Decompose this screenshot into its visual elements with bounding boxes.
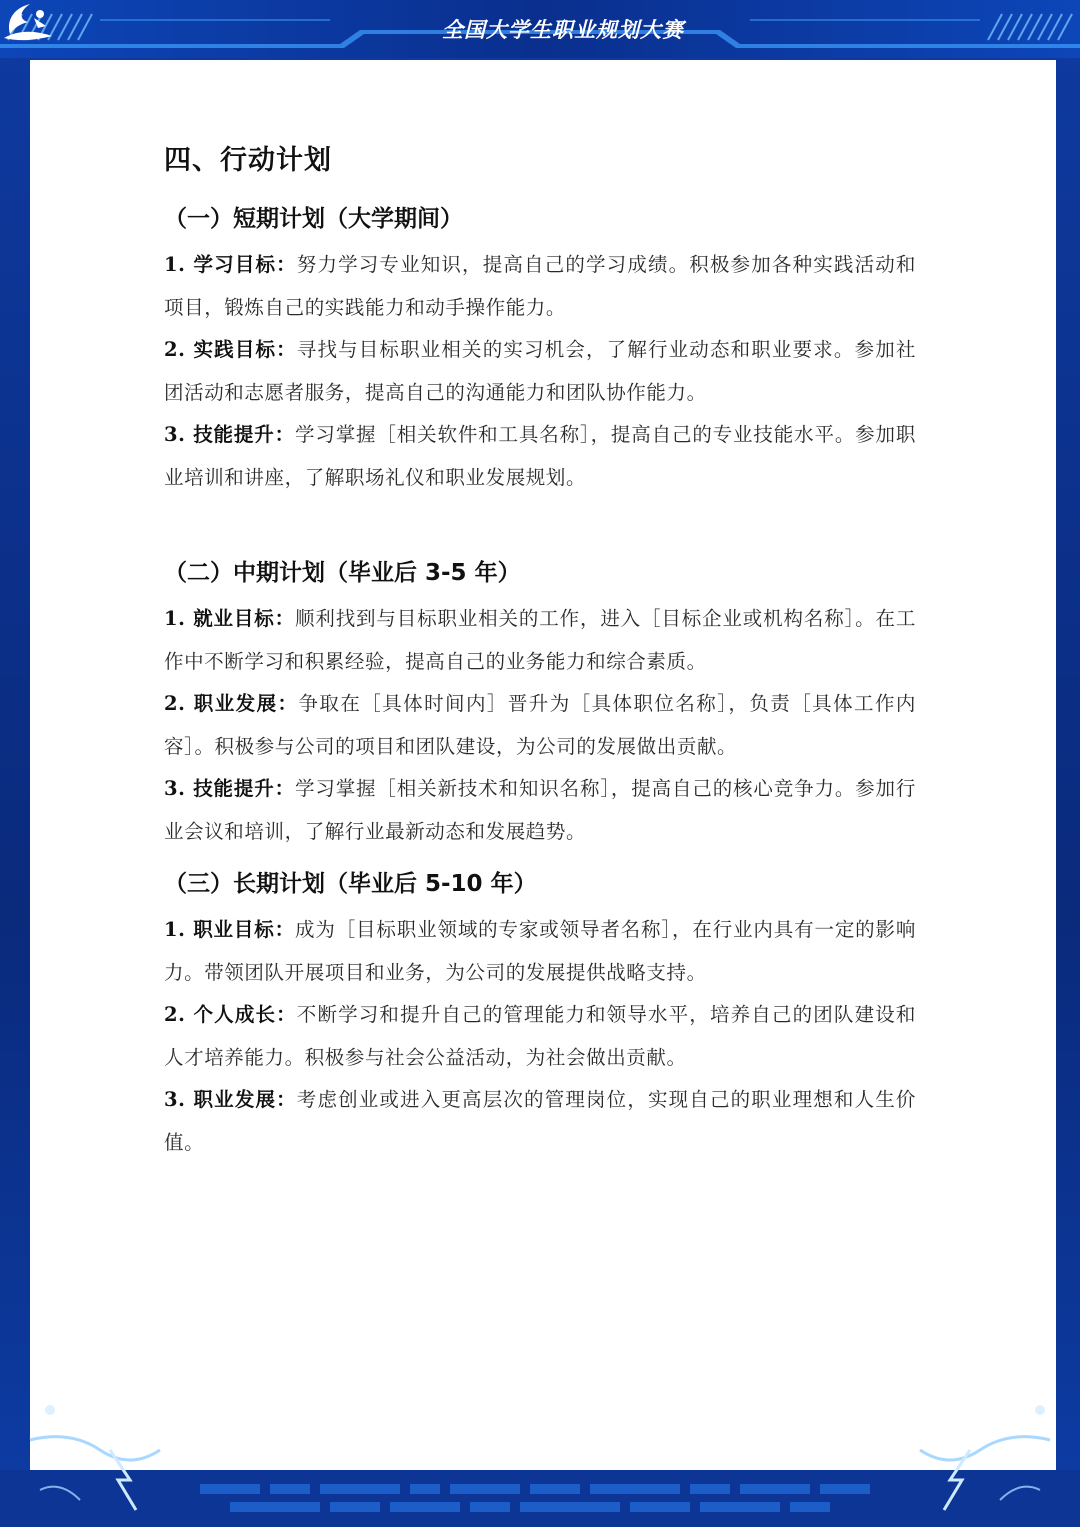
corner-lightning-decoration-left: [10, 1380, 190, 1527]
item-lead: 3. 技能提升：: [164, 777, 295, 800]
short-term-item-2: [164, 329, 916, 414]
long-term-item-1: [164, 909, 916, 994]
short-term-item-1: [164, 244, 916, 329]
item-lead: 3. 职业发展：: [164, 1088, 297, 1111]
item-text: 不断学习和提升自己的管理能力和领导水平，培养自己的团队建设和人才培养能力。积极参与社会公益活动，为社会做出贡献。: [164, 1003, 916, 1069]
mid-term-item-3: [164, 768, 916, 853]
item-text: 学习掌握［相关软件和工具名称］，提高自己的专业技能水平。参加职业培训和讲座，了解职场礼仪和职业发展规划。: [164, 423, 916, 489]
item-text: 争取在［具体时间内］晋升为［具体职位名称］，负责［具体工作内容］。积极参与公司的项目和团队建设，为公司的发展做出贡献。: [164, 692, 916, 758]
item-lead: 2. 个人成长：: [164, 1003, 297, 1026]
item-lead: 1. 就业目标：: [164, 607, 295, 630]
banner-title: 全国大学生职业规划大赛: [442, 18, 684, 42]
long-term-item-2: [164, 994, 916, 1079]
subsection-heading-long-term: （三）长期计划（毕业后 5-10 年）: [164, 871, 537, 897]
subsection-heading-mid-term: （二）中期计划（毕业后 3-5 年）: [164, 560, 521, 586]
corner-lightning-decoration-right: [890, 1380, 1070, 1527]
top-banner: [0, 0, 1080, 58]
item-lead: 1. 学习目标：: [164, 253, 297, 276]
item-text: 寻找与目标职业相关的实习机会，了解行业动态和职业要求。参加社团活动和志愿者服务，提高自己的沟通能力和团队协作能力。: [164, 338, 916, 404]
document-page: [30, 60, 1056, 1470]
item-text: 努力学习专业知识，提高自己的学习成绩。积极参加各种实践活动和项目，锻炼自己的实践能力和动手操作能力。: [164, 253, 916, 319]
item-text: 学习掌握［相关新技术和知识名称］，提高自己的核心竞争力。参加行业会议和培训，了解行业最新动态和发展趋势。: [164, 777, 916, 843]
short-term-item-3: [164, 414, 916, 499]
item-text: 成为［目标职业领域的专家或领导者名称］，在行业内具有一定的影响力。带领团队开展项目和业务，为公司的发展提供战略支持。: [164, 918, 916, 984]
mid-term-item-1: [164, 598, 916, 683]
item-text: 顺利找到与目标职业相关的工作，进入［目标企业或机构名称］。在工作中不断学习和积累经验，提高自己的业务能力和综合素质。: [164, 607, 916, 673]
mid-term-item-2: [164, 683, 916, 768]
item-lead: 2. 职业发展：: [164, 692, 299, 715]
item-lead: 1. 职业目标：: [164, 918, 295, 941]
section-title: 四、行动计划: [164, 145, 332, 176]
item-lead: 3. 技能提升：: [164, 423, 295, 446]
subsection-heading-short-term: （一）短期计划（大学期间）: [164, 206, 463, 232]
long-term-item-3: [164, 1079, 916, 1164]
competition-logo-icon: [0, 0, 56, 44]
item-lead: 2. 实践目标：: [164, 338, 297, 361]
item-text: 考虑创业或进入更高层次的管理岗位，实现自己的职业理想和人生价值。: [164, 1088, 916, 1154]
